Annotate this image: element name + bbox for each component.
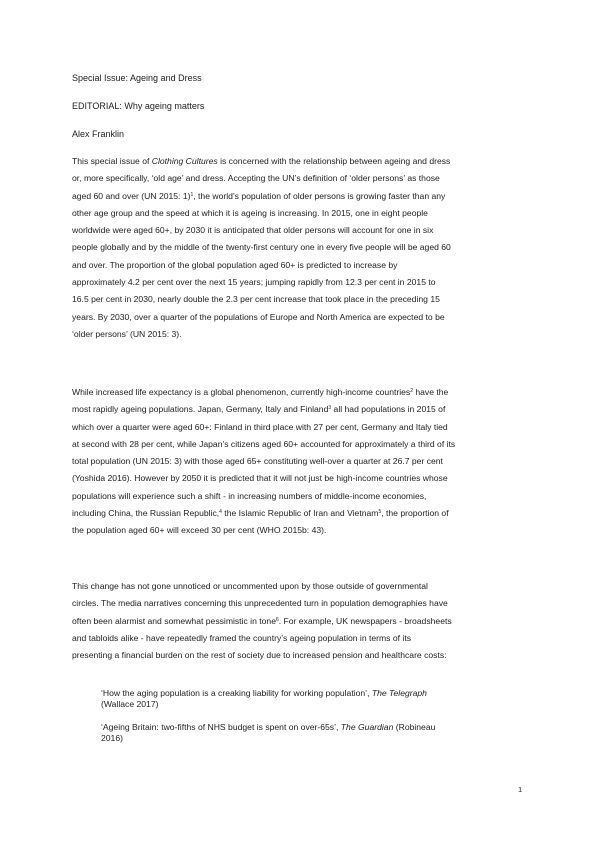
text-line: often been alarmist and somewhat pessimistic in tone$^6$. For example, UK newspapers - broadsheets [72, 615, 452, 626]
text-line: most rapidly ageing populations. Japan, Germany, Italy and Finland$^3$ all had populations in 2015 of [72, 404, 446, 415]
text-line: populations will experience such a shift - in increasing numbers of middle-income economies, [72, 490, 427, 501]
text-line: other age group and the speed at which it is ageing is increasing. In 2015, one in eight people [72, 207, 428, 218]
editorial-title: EDITORIAL: Why ageing matters [72, 101, 205, 111]
quote-citation: (Wallace 2017) [101, 699, 159, 710]
text-line: and over. The proportion of the global population aged 60+ is predicted to increase by [72, 259, 398, 270]
quote-citation: 2016) [101, 733, 123, 744]
text-line: at second with 28 per cent, while Japan’s citizens aged 60+ accounted for approximately a third of its [72, 438, 456, 449]
footnote-marker: 5 [378, 509, 382, 516]
text-line: which over a quarter were aged 60+: Finland in third place with 27 per cent, Germany and Italy tied [72, 421, 448, 432]
footnote-marker: 6 [275, 616, 279, 623]
footnote-marker: 3 [328, 405, 332, 412]
text-line: people globally and by the middle of the twenty-first century one in every five people will be aged 60 [72, 242, 451, 253]
paragraph-2 [72, 384, 524, 540]
text-line: the population aged 60+ will exceed 30 per cent (WHO 2015b: 43). [72, 525, 327, 536]
journal-title: Clothing Cultures [151, 156, 218, 166]
issue-title: Special Issue: Ageing and Dress [72, 73, 202, 83]
text-line: approximately 4.2 per cent over the next 15 years; jumping rapidly from 12.3 per cent in 2015 to [72, 277, 436, 288]
block-quote-2 [101, 722, 521, 744]
paragraph-3 [72, 578, 524, 664]
text-line: total population (UN 2015: 3) with those aged 65+ constituting well-over a quarter at 26.7 per cent [72, 456, 443, 467]
footnote-marker: 4 [219, 509, 222, 516]
text-line: ‘older persons’ (UN 2015: 3). [72, 328, 182, 339]
text-line: years. By 2030, over a quarter of the populations of Europe and North America are expected to be [72, 311, 445, 322]
block-quote-1 [101, 688, 521, 710]
quote-text: ‘How the aging population is a creaking liability for working population’, The Telegraph [101, 688, 427, 698]
quote-text: ‘Ageing Britain: two-fifths of NHS budget is spent on over-65s’, The Guardian (Robineau [101, 722, 436, 732]
text-line: or, more specifically, ‘old age’ and dress. Accepting the UN’s definition of ‘older persons’ as those [72, 173, 440, 184]
footnote-marker: 1 [190, 191, 194, 198]
text-line: worldwide were aged 60+, by 2030 it is anticipated that older persons will account for one in six [72, 225, 434, 236]
text-line: circles. The media narratives concerning this unprecedented turn in population demographies have [72, 598, 448, 609]
text-line: presenting a financial burden on the rest of society due to increased pension and healthcare costs: [72, 650, 447, 661]
text-line: (Yoshida 2016). However by 2050 it is predicted that it will not just be high-income countries whose [72, 473, 448, 484]
paragraph-1 [72, 153, 524, 343]
page-number: 1 [518, 785, 523, 794]
text-line: This special issue of Clothing Cultures is concerned with the relationship between ageing and dress [72, 156, 451, 166]
text-line: aged 60 and over (UN 2015: 1)$^1$, the world’s population of older persons is growing faster than any [72, 190, 446, 201]
newspaper-name: The Telegraph [371, 688, 427, 698]
text-line: and tabloids alike - have repeatedly framed the country’s ageing population in terms of its [72, 632, 412, 643]
newspaper-name: The Guardian [340, 722, 394, 732]
author-name: Alex Franklin [72, 129, 125, 139]
text-line: While increased life expectancy is a global phenomenon, currently high-income countries$^2$ have the [72, 387, 449, 397]
text-line: including China, the Russian Republic,$^4$ the Islamic Republic of Iran and Vietnam$^5$, the proportion of [72, 508, 449, 519]
text-line: 16.5 per cent in 2030, nearly double the 2.3 per cent increase that took place in the preceding 15 [72, 294, 440, 305]
footnote-marker: 2 [410, 388, 413, 394]
text-line: This change has not gone unnoticed or uncommented upon by those outside of governmental [72, 581, 428, 591]
